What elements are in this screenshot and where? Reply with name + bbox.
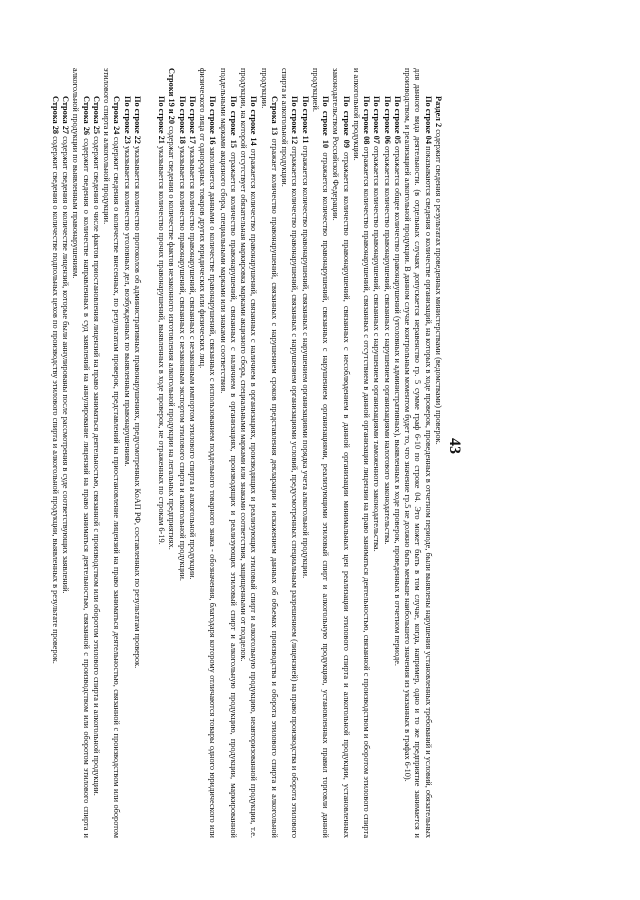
paragraph-text: содержит сведения о количестве лицензий, которые были аннулированы после рассмотрения в суде соответствующих заявлений. (61, 134, 71, 594)
paragraph-text: отражается количество правонарушений, связанных с наличием в организациях, производящих и реализующих этиловый спирт и алкогольную продукцию, продукции, маркированной поддельными марками акцизного сбора, специальными марками или знаками соответствия. (218, 68, 238, 838)
paragraph-line-17 (187, 68, 197, 838)
paragraph-line-28 (50, 68, 60, 838)
paragraph-text: отражается общее количество правонарушений (уголовных и административных), выявленных в ходе проверок, проведенных в отчетном периоде. (393, 143, 402, 666)
paragraph-gap (142, 68, 156, 838)
paragraph-lead: По строке 08 (362, 96, 372, 145)
paragraph-line-22 (132, 68, 142, 838)
paragraph-lead: По строке 05 (393, 96, 402, 144)
paragraph-lead: По строке 06 (382, 96, 392, 144)
paragraph-lead: По строке 09 (341, 96, 351, 148)
paragraph-lead: По строке 04 (423, 96, 433, 144)
paragraph-lead: Строка 26 (81, 96, 91, 136)
paragraph-lead: По строке 16 (208, 96, 218, 145)
paragraph-line-07 (371, 68, 381, 838)
paragraph-lead: По строке 17 (188, 96, 197, 144)
paragraph-lead: По строке 14 (249, 96, 259, 146)
paragraph-line-25 (91, 68, 101, 838)
paragraph-line-24 (101, 68, 122, 838)
paragraph-text: содержит сведения о результатах проведенных министерствами (ведомствами) проверок. (434, 127, 443, 445)
paragraph-line-13 (259, 68, 280, 838)
paragraph-line-14 (238, 68, 259, 838)
paragraph-lead: По строке 07 (372, 96, 382, 144)
paragraph-text: отражается количество правонарушений, связанных с нарушением организациями, реализующими этиловый спирт и алкогольную продукцию, установленных правил торговли данной продукцией. (311, 68, 331, 838)
paragraph-line-05 (392, 68, 402, 838)
paragraph-lead: Строка 24 (112, 96, 122, 135)
paragraph-text: указывается количество протоколов об административных правонарушениях, предусмотренных КоАП РФ, составленных по результатам проверок. (133, 143, 142, 669)
paragraph-text: содержит сведения о числе фактов приостановления лицензий на право заниматься деятельностью, связанной с производством или оборотом этилового спирта и алкогольной продукции. (92, 134, 101, 796)
paragraph-text: отражает количество правонарушений, связанных с нарушением сроков представления декларации и искажением данных об объемах производства и оборота этилового спирта и алкогольной продукции. (259, 68, 279, 838)
paragraph-section-2 (433, 68, 443, 838)
paragraph-text: указывается количество уголовных дел, возбужденных по выявленным правонарушениям. (122, 143, 132, 467)
paragraph-lead: Строка 25 (92, 96, 101, 134)
paragraph-line-12 (279, 68, 300, 838)
paragraph-line-21 (156, 68, 166, 838)
paragraph-line-10 (310, 68, 331, 838)
paragraph-text: содержат сведения о количестве фактов незаконного изготовления алкогольной продукции на легальных предприятиях. (167, 123, 177, 550)
paragraph-lead: По строке 11 (300, 96, 310, 144)
paragraph-line-16 (197, 68, 218, 838)
paragraph-lead: По строке 21 (157, 96, 167, 144)
page-number: 43 (446, 438, 463, 454)
paragraph-text: отражается количество правонарушений, связанных с нарушением организациями налогового законодательства. (382, 143, 392, 545)
paragraph-text: указывается количество правонарушений, связанных с незаконным экспортом этилового спирта и алкогольной продукции. (177, 143, 187, 581)
paragraph-line-23 (122, 68, 132, 838)
paragraph-text: содержит сведения о количестве внесенных, по результатам проверок, представлений на приостановление лицензий на право заниматься деятельностью, связанной с производством или оборотом этилового спирта и алкогольной продукции. (102, 68, 122, 838)
paragraph-text: отражается количество правонарушений, связанных с нарушением организациями порядка учета алкогольной продукции. (300, 143, 310, 579)
paragraph-line-26 (70, 68, 91, 838)
paragraph-line-04 (402, 68, 433, 838)
paragraph-text: содержит сведения о количестве подпольных цехов по производству этилового спирта и алкогольной продукции, выявленных в результате проверок. (51, 134, 60, 664)
paragraph-text: содержит сведения о количестве направленных в суд заявлений на аннулирование лицензий на право заниматься деятельностью, связанной с производством или оборотом этилового спирта и алкогольной продукции по выявленным правонарушениям. (71, 68, 91, 838)
paragraph-lead: Строка 13 (270, 96, 279, 136)
paragraph-lead: Строка 27 (61, 96, 71, 134)
paragraph-line-11 (300, 68, 310, 838)
paragraph-lead: По строке 18 (177, 96, 187, 144)
paragraph-lead: По строке 10 (321, 96, 331, 149)
paragraph-lead: По строке 15 (229, 96, 238, 148)
paragraph-line-09 (330, 68, 351, 838)
paragraph-lead: Строка 28 (51, 96, 60, 134)
paragraph-text: отражается количество правонарушений, связанных с несоблюдением в данной организации минимальных цен реализации этилового спирта и алкогольной продукции, установленных законодательством Российской Федерации. (331, 68, 351, 838)
paragraph-text: показываются сведения о количестве организаций, на которых в ходе проверок, проведенных в отчетном периоде, были выявлены нарушения установленных требований и условий, обязательных для данного вида деятельности. (в отдельных случаях допускается неравенство гр. 5 сумме граф 6-10 по строке 04. Это может быть в том случае, когда, например, одно и то же предприятие занимается и производством, и реализацией алкогольной продукции. В данном случае контрольным моментом будет то, что значение гр.5 не должно быть меньше наибольшего значения из указанных в графах 6-10). (403, 68, 433, 838)
paragraph-text: заполняется данными о количестве правонарушений, связанных с использованием поддельного товарного знака - обозначения, благодаря которому отличаются товары одного юридического или физического лица от однородных товаров других юридических или физических лиц. (198, 68, 218, 838)
paragraph-lead: По строке 23 (122, 96, 132, 144)
paragraph-text: указывается количество правонарушений, связанных с незаконным импортом этилового спирта и алкогольной продукции. (188, 143, 197, 580)
paragraph-line-27 (60, 68, 70, 838)
paragraph-lead: По строке 22 (133, 96, 142, 144)
paragraph-line-19-20 (166, 68, 176, 838)
paragraph-line-18 (177, 68, 187, 838)
paragraph-text: указывается количество прочих правонарушений, выявленных в ходе проверок, не отраженных по строкам 6-19. (157, 143, 167, 545)
paragraph-lead: По строке 12 (290, 96, 300, 145)
paragraph-lead: Раздел 2 (434, 96, 443, 128)
paragraph-text: отражается количество правонарушений, связанных с нарушением организациями условий, предусмотренных специальным разрешением (лицензией) на право производства и оборота этилового спирта и алкогольной продукции. (280, 68, 300, 838)
paragraph-line-08 (351, 68, 372, 838)
paragraph-line-15 (218, 68, 239, 838)
paragraph-text: отражается количество правонарушений, связанных с наличием в организациях, производящих и реализующих этиловый спирт и алкогольную продукцию, неавторизованной продукции, т.е. продукции, на которой отсутствует обязательная маркировка марками акцизного сбора, специальными марками или знаками соответствия, защищенными от подделок. (239, 68, 259, 838)
paragraph-lead: Строки 19 и 20 (167, 68, 177, 124)
paragraph-line-06 (382, 68, 392, 838)
paragraph-text: отражается количество правонарушений, связанных с отсутствием в данной организации лицензии на право заниматься деятельностью, связанной с производством и оборотом этилового спирта и алкогольной продукции. (352, 68, 372, 838)
document-body (48, 68, 443, 838)
paragraph-text: отражается количество правонарушений, связанных с нарушением организациями таможенного законодательства. (372, 143, 382, 552)
